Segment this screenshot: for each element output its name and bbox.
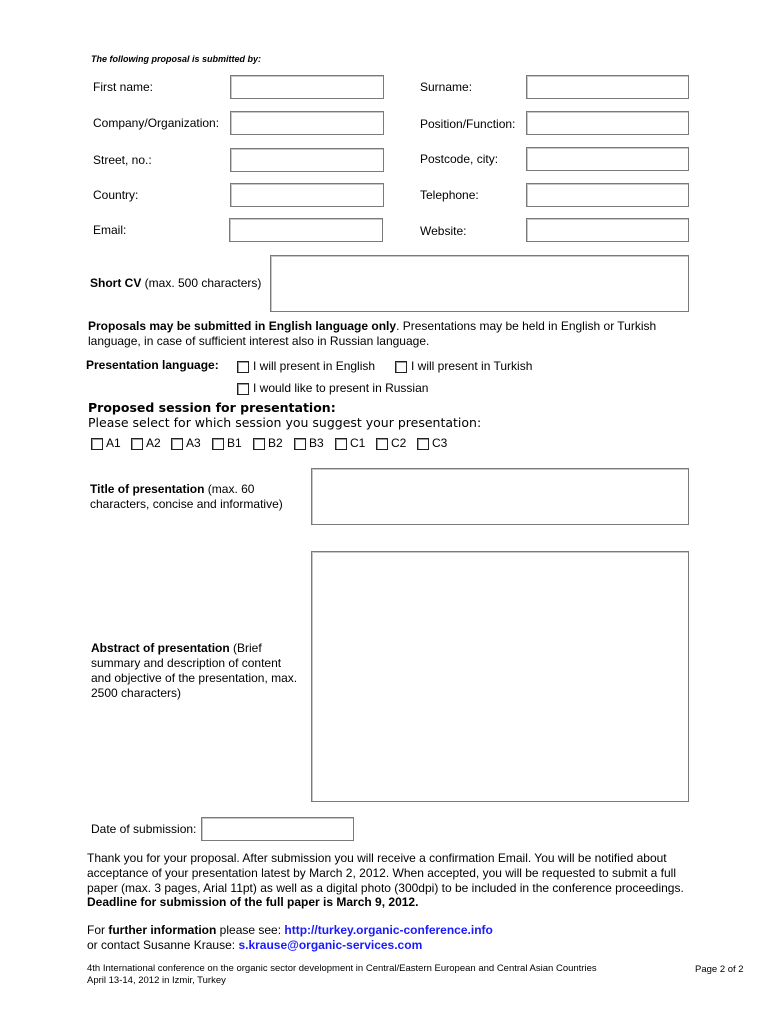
abstract-label-line1: Abstract of presentation (Brief (91, 641, 262, 655)
website-label: Website: (420, 224, 467, 238)
session-title: Proposed session for presentation: (88, 400, 336, 415)
presentation-language-label: Presentation language: (86, 358, 219, 372)
contact-email-link[interactable]: s.krause@organic-services.com (238, 938, 423, 952)
turkish-checkbox[interactable] (395, 361, 407, 373)
turkish-option-label: I will present in Turkish (411, 359, 533, 373)
session-c3-checkbox[interactable] (417, 438, 429, 450)
submitted-by-heading: The following proposal is submitted by: (91, 54, 262, 64)
abstract-label-line3: and objective of the presentation, max. (91, 671, 298, 685)
session-c1-checkbox[interactable] (335, 438, 347, 450)
footer-conference-line: 4th International conference on the organic sector development in Central/Eastern European and Central Asian Countries (87, 963, 597, 974)
proposals-note-line1: Proposals may be submitted in English language only. Presentations may be held in English or Turkish (88, 319, 657, 333)
page-number: Page 2 of 2 (695, 964, 744, 975)
session-c1-label: C1 (350, 436, 366, 450)
abstract-label-line2: summary and description of content (91, 656, 282, 670)
russian-option-label: I would like to present in Russian (253, 381, 429, 395)
street-label: Street, no.: (93, 153, 152, 167)
session-a1-checkbox[interactable] (91, 438, 103, 450)
thanks-line3: paper (max. 3 pages, Arial 11pt) as well as a digital photo (300dpi) to be included in the conference proceedings. (87, 881, 684, 895)
session-a3-label: A3 (186, 436, 201, 450)
first-name-input[interactable] (230, 75, 384, 99)
session-a3-checkbox[interactable] (171, 438, 183, 450)
session-c2-checkbox[interactable] (376, 438, 388, 450)
deadline-text: Deadline for submission of the full paper is March 9, 2012. (87, 895, 419, 909)
postcode-input[interactable] (526, 147, 689, 171)
surname-input[interactable] (526, 75, 689, 99)
company-label: Company/Organization: (93, 116, 220, 130)
session-b2-checkbox[interactable] (253, 438, 265, 450)
title-label-line2: characters, concise and informative) (90, 497, 283, 511)
session-b1-label: B1 (227, 436, 242, 450)
conference-url-link[interactable]: http://turkey.organic-conference.info (284, 923, 493, 937)
title-label-line1: Title of presentation (max. 60 (90, 482, 255, 496)
email-label: Email: (93, 223, 127, 237)
thanks-line2: acceptance of your presentation latest by March 2, 2012. When accepted, you will be requested to submit a full (87, 866, 677, 880)
country-input[interactable] (230, 183, 384, 207)
contact-line: or contact Susanne Krause: s.krause@organic-services.com (87, 938, 423, 952)
session-a2-label: A2 (146, 436, 161, 450)
position-input[interactable] (526, 111, 689, 135)
session-c3-label: C3 (432, 436, 448, 450)
session-instruction: Please select for which session you suggest your presentation: (88, 415, 482, 430)
session-b3-checkbox[interactable] (294, 438, 306, 450)
first-name-label: First name: (93, 80, 154, 94)
position-label: Position/Function: (420, 117, 516, 131)
abstract-textarea[interactable] (311, 551, 689, 802)
proposals-note-line2: language, in case of sufficient interest also in Russian language. (88, 334, 430, 348)
surname-label: Surname: (420, 80, 473, 94)
english-option-label: I will present in English (253, 359, 376, 373)
date-of-submission-input[interactable] (201, 817, 354, 841)
date-of-submission-label: Date of submission: (91, 822, 197, 836)
russian-checkbox[interactable] (237, 383, 249, 395)
telephone-input[interactable] (526, 183, 689, 207)
english-checkbox[interactable] (237, 361, 249, 373)
website-input[interactable] (526, 218, 689, 242)
short-cv-textarea[interactable] (270, 255, 689, 312)
title-textarea[interactable] (311, 468, 689, 525)
session-b2-label: B2 (268, 436, 283, 450)
session-a2-checkbox[interactable] (131, 438, 143, 450)
country-label: Country: (93, 188, 139, 202)
session-b3-label: B3 (309, 436, 324, 450)
email-input[interactable] (229, 218, 383, 242)
street-input[interactable] (230, 148, 384, 172)
footer-date-line: April 13-14, 2012 in Izmir, Turkey (87, 975, 226, 986)
further-info-line: For further information please see: http://turkey.organic-conference.info (87, 923, 493, 937)
abstract-label-line4: 2500 characters) (91, 686, 182, 700)
session-a1-label: A1 (106, 436, 121, 450)
telephone-label: Telephone: (420, 188, 479, 202)
session-c2-label: C2 (391, 436, 407, 450)
company-input[interactable] (230, 111, 384, 135)
postcode-label: Postcode, city: (420, 152, 499, 166)
session-b1-checkbox[interactable] (212, 438, 224, 450)
short-cv-label: Short CV (max. 500 characters) (90, 276, 262, 290)
thanks-line1: Thank you for your proposal. After submission you will receive a confirmation Email. You will be notified about (87, 851, 667, 865)
